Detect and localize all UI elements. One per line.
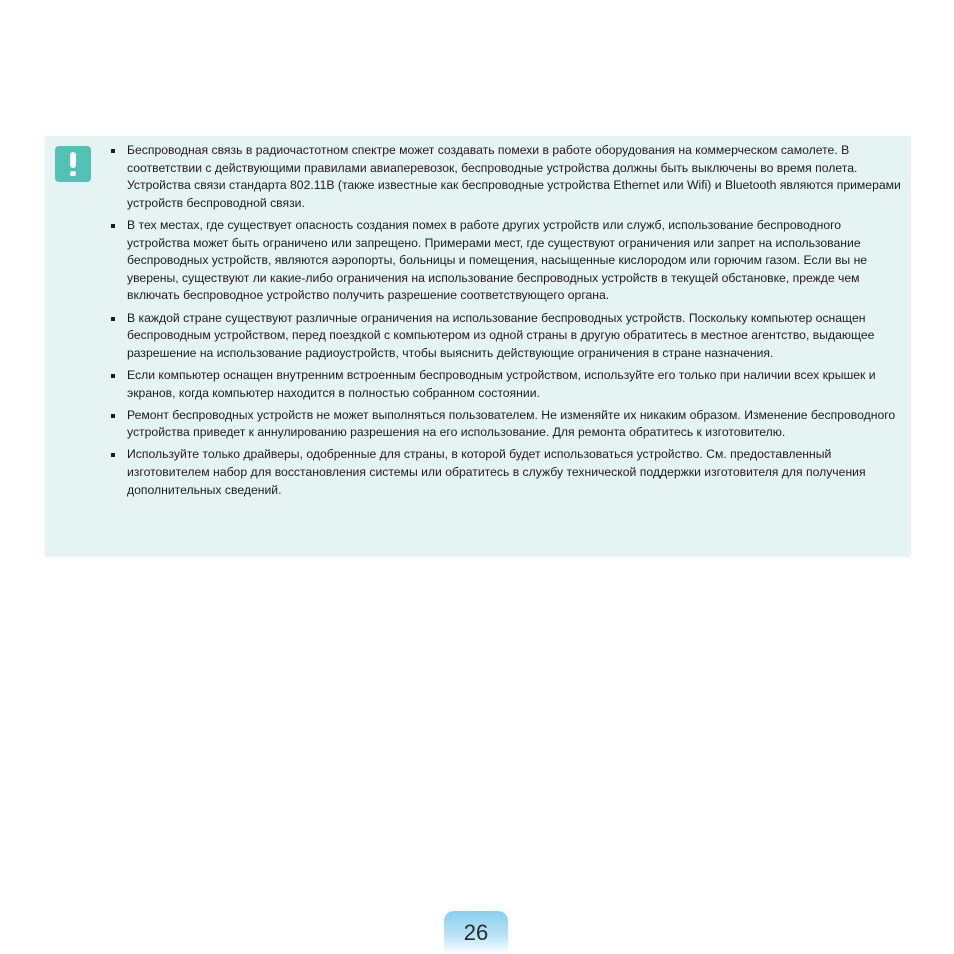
list-item — [127, 367, 907, 402]
bullet-icon — [111, 224, 115, 228]
notice-list — [127, 142, 907, 504]
list-item-text: Ремонт беспроводных устройств не может выполняться пользователем. Не изменяйте их никаким образом. Изменение беспроводного устройства приведет к аннулированию разрешения на его использование. Для ремонта обратитесь к изготовителю. — [127, 407, 896, 440]
bullet-icon — [111, 414, 115, 418]
caution-notice — [45, 136, 911, 557]
list-item — [127, 217, 907, 305]
bullet-icon — [111, 453, 115, 457]
bullet-icon — [111, 317, 115, 321]
exclamation-dot — [70, 171, 76, 176]
list-item-text: В тех местах, где существует опасность создания помех в работе других устройств или служб, использование беспроводного устройства может быть ограничено или запрещено. Примерами мест, где существуют ограничения или запрет на использование беспроводных устройств, являются аэропорты, больницы и помещения, насыщенные кислородом или горючим газом. Если вы не уверены, существуют ли какие-либо ограничения на использование беспроводных устройств в текущей обстановке, прежде чем включать беспроводное устройство получить разрешение соответствующего органа. — [127, 217, 868, 303]
list-item — [127, 407, 907, 442]
list-item-text: Используйте только драйверы, одобренные для страны, в которой будет использоваться устройство. См. предоставленный изготовителем набор для восстановления системы или обратитесь в службу технической поддержки изготовителя для получения дополнительных сведений. — [127, 447, 866, 497]
exclamation-icon — [55, 146, 91, 182]
bullet-icon — [111, 149, 115, 153]
list-item-text: Если компьютер оснащен внутренним встроенным беспроводным устройством, используйте его только при наличии всех крышек и экранов, когда компьютер находится в полностью собранном состоянии. — [127, 367, 876, 400]
list-item — [127, 446, 907, 499]
list-item-text: В каждой стране существуют различные ограничения на использование беспроводных устройств. Поскольку компьютер оснащен беспроводным устройством, перед поездкой с компьютером из одной страны в другую обратитесь в местное агентство, выдающее разрешение на использование радиоустройств, чтобы выяснить действующие ограничения в стране назначения. — [127, 310, 875, 360]
list-item — [127, 142, 907, 212]
bullet-icon — [111, 374, 115, 378]
list-item — [127, 310, 907, 363]
list-item-text: Беспроводная связь в радиочастотном спектре может создавать помехи в работе оборудования на коммерческом самолете. В соответствии с действующими правилами авиаперевозок, беспроводные устройства должны быть выключены во время полета. Устройства связи стандарта 802.11B (также известные как беспроводные устройства Ethernet или Wifi) и Bluetooth являются примерами устройств беспроводной связи. — [127, 143, 901, 210]
page-number-tab — [444, 911, 508, 954]
page-number: 26 — [463, 920, 489, 945]
exclamation-bar — [70, 152, 76, 168]
